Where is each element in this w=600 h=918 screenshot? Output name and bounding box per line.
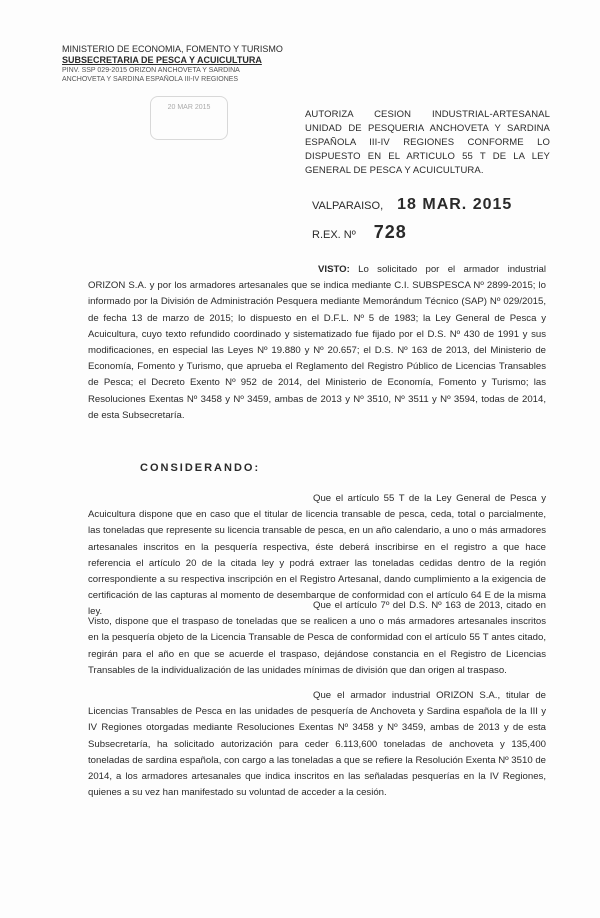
resolution-summary: AUTORIZA CESION INDUSTRIAL-ARTESANAL UNIDAD DE PESQUERIA ANCHOVETA Y SARDINA ESPAÑOLA III-IV REGIONES CONFORME LO DISPUESTO EN EL ARTICULO 55 T DE LA LEY GENERAL DE PESCA Y ACUICULTURA. (305, 109, 550, 176)
considerando-paragraph-3 (88, 688, 546, 801)
reference-line: PINV. SSP 029-2015 ORIZON ANCHOVETA Y SARDINA (62, 67, 240, 74)
considerando-heading: CONSIDERANDO: (140, 462, 261, 474)
ministry-name: MINISTERIO DE ECONOMIA, FOMENTO Y TURISMO (62, 44, 283, 54)
visto-paragraph (88, 262, 546, 424)
paragraph-text: Que el armador industrial ORIZON S.A., titular de Licencias Transables de Pesca en las unidades de pesquería de Anchoveta y Sardina española de la III y IV Regiones otorgadas mediante Resoluciones Exentas Nº 3458 y Nº 3459, ambas de 2013 y de esta Subsecretaría, ha solicitado autorización para ceder 6.113,600 toneladas de anchoveta y 135,400 toneladas de sardina española, con cargo a las toneladas a que se refiere la Resolución Exenta Nº 3510 de 2014, a los armadores artesanales que indica inscritos en las señaladas pesquerías en la IV Regiones, quienes a su vez han manifestado su voluntad de acceder a la cesión. (88, 690, 546, 799)
place-date (312, 196, 512, 214)
considerando-paragraph-2 (88, 598, 546, 679)
visto-label: VISTO: (318, 264, 350, 275)
stamp-date: 20 MAR 2015 (167, 104, 211, 111)
subsecretaria-name: SUBSECRETARIA DE PESCA Y ACUICULTURA (62, 55, 262, 65)
rex-number: 728 (373, 222, 407, 242)
reference-line: ANCHOVETA Y SARDINA ESPAÑOLA III-IV REGIONES (62, 76, 239, 83)
letterhead (62, 44, 292, 84)
resolution-date: 18 MAR. 2015 (397, 196, 513, 213)
received-stamp (150, 96, 228, 140)
place-label: VALPARAISO, (312, 200, 384, 212)
paragraph-text: Que el artículo 55 T de la Ley General de Pesca y Acuicultura dispone que en caso que el titular de licencia transable de pesca, ceda, total o parcialmente, las toneladas que represente su licencia transable de pesca, en un año calendario, a uno o más armadores artesanales inscritos en la pesquería respectiva, éste deberá inscribirse en el registro a que hace referencia el artículo 20 de la citada ley y podrá extraer las toneladas cedidas dentro de la región correspondiente a su respectiva inscripción en el Registro Artesanal, dando cumplimiento a la exigencia de certificación de las capturas al momento de desembarque de conformidad con el artículo 64 E de la misma ley. (88, 493, 546, 618)
visto-text: Lo solicitado por el armador industrial ORIZON S.A. y por los armadores artesanales que se indica mediante C.I. SUBSPESCA Nº 2899-2015; lo informado por la División de Administración Pesquera mediante Memorándum Técnico (SAP) Nº 029/2015, de fecha 13 de marzo de 2015; lo dispuesto en el D.F.L. Nº 5 de 1983; la Ley General de Pesca y Acuicultura, cuyo texto refundido coordinado y sistematizado fue fijado por el D.S. Nº 430 de 1991 y sus modificaciones, en especial las Leyes Nº 19.880 y Nº 20.657; el D.S. Nº 163 de 2013, del Ministerio de Economía, Fomento y Turismo, que aprueba el Reglamento del Registro Público de Licencias Transables de Pesca; el Decreto Exento Nº 952 de 2014, del Ministerio de Economía, Fomento y Turismo; las Resoluciones Exentas Nº 3458 y Nº 3459, ambas de 2013 y Nº 3510, Nº 3511 y Nº 3594, todas de 2014, de esta Subsecretaría. (88, 264, 546, 421)
rex-label: R.EX. Nº (312, 229, 356, 241)
paragraph-text: Que el artículo 7º del D.S. Nº 163 de 2013, citado en Visto, dispone que el traspaso de toneladas que se realicen a uno o más armadores artesanales inscritos en la pesquería objeto de la Licencia Transable de Pesca de conformidad con el artículo 55 T antes citado, regirán para el año en que se acuerde el traspaso, dejándose constancia en el Registro de Licencias Transables de la individualización de las unidades mínimas de división que dan origen al traspaso. (88, 600, 546, 676)
resolution-number (312, 222, 407, 243)
